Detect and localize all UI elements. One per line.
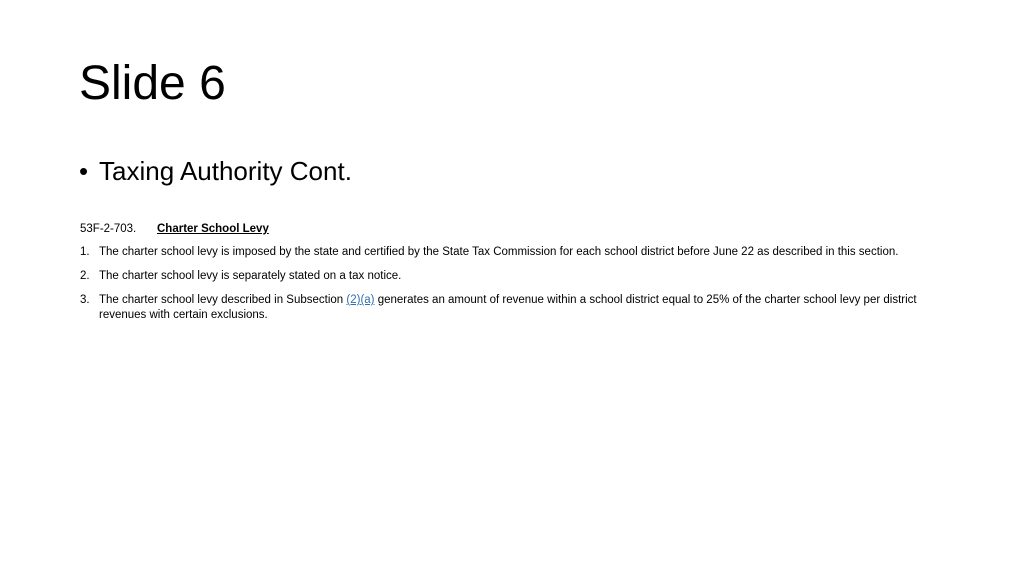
slide-title: Slide 6 — [79, 57, 226, 110]
list-item-number: 2. — [80, 270, 90, 282]
statute-heading: Charter School Levy — [157, 223, 269, 235]
list-item-number: 1. — [80, 246, 90, 258]
list-item — [80, 269, 940, 284]
list-item-text-before: The charter school levy described in Subsection — [99, 294, 347, 306]
list-item-text-after: generates an amount of revenue within a school district equal to 25% of the charter school levy per district revenues with certain exclusions. — [99, 294, 917, 321]
list-item-text: The charter school levy is separately stated on a tax notice. — [99, 270, 402, 282]
list-item-text: The charter school levy is imposed by the state and certified by the State Tax Commission for each school district before June 22 as described in this section. — [99, 246, 899, 258]
bullet-dot-icon: • — [79, 156, 89, 186]
list-item — [80, 293, 940, 322]
bullet-item — [79, 154, 352, 188]
statute-header — [80, 221, 269, 237]
statute-number: 53F-2-703. — [80, 223, 137, 235]
subsection-link[interactable]: (2)(a) — [346, 294, 375, 306]
list-item — [80, 245, 940, 260]
bullet-text: Taxing Authority Cont. — [99, 156, 352, 186]
list-item-number: 3. — [80, 294, 90, 306]
statute-list — [80, 245, 940, 332]
list-item-text — [99, 293, 940, 322]
